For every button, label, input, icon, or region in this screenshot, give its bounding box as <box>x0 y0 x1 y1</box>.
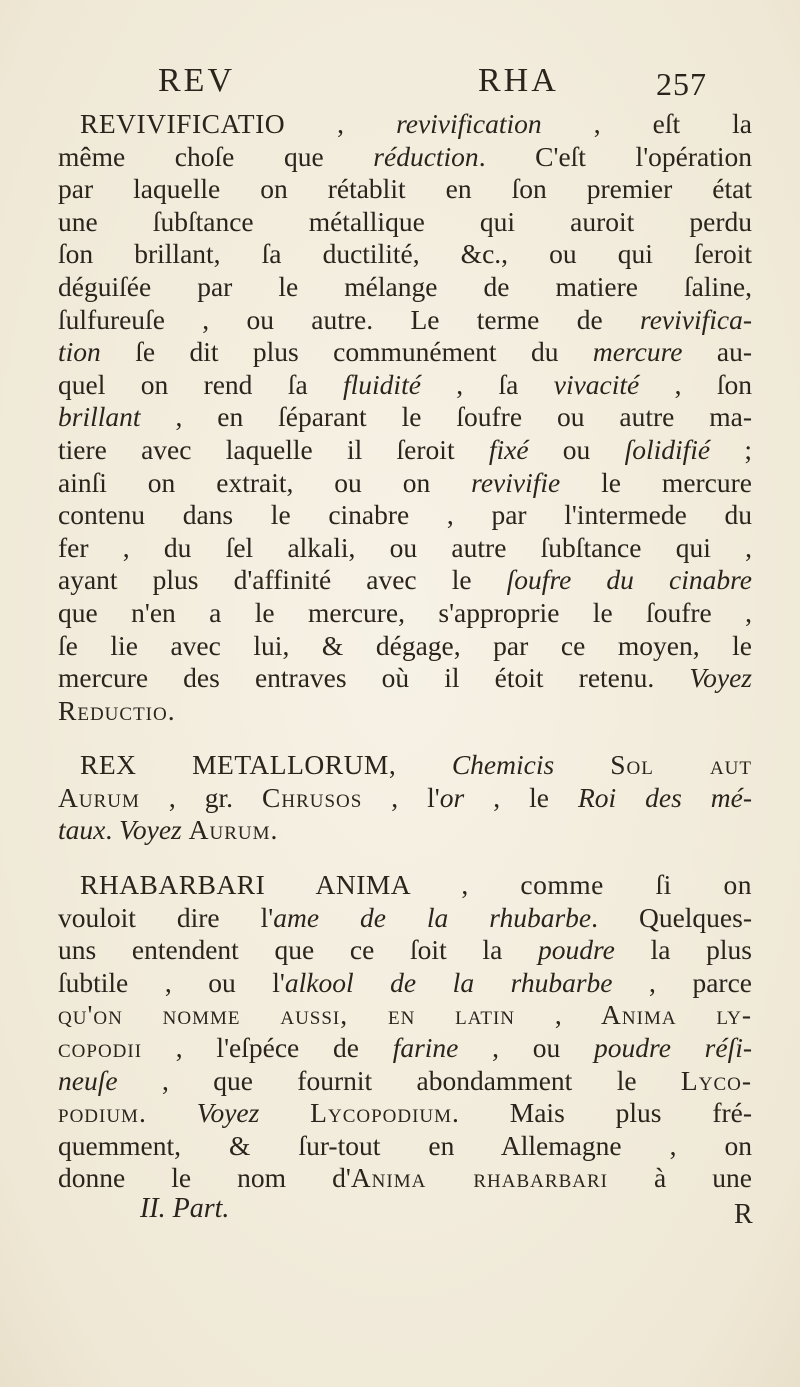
cross-reference: Voyez <box>689 662 752 694</box>
text-line: ſe lie avec lui, & dégage, par ce moyen, le <box>58 629 752 661</box>
volume-signature: II. Part. <box>140 1193 230 1224</box>
text-line: taux. Voyez Aurum. <box>58 814 278 846</box>
text-line: quemment, & ſur-tout en Allemagne , on <box>58 1129 752 1161</box>
text-line: brillant , en ſéparant le ſoufre ou autre ma- <box>58 401 752 433</box>
text-line: REVIVIFICATIO , revivification , eſt la <box>80 108 752 139</box>
text-line: contenu dans le cinabre , par l'intermede du <box>58 499 752 531</box>
cross-reference-target: Reductio. <box>58 694 176 726</box>
text-line: ayant plus d'affinité avec le ſoufre du cinabre <box>58 564 753 596</box>
entry-rhabarbari-anima <box>58 869 752 1195</box>
text-line: tiere avec laquelle il ſeroit fixé ou ſolidifié ; <box>58 433 753 465</box>
cross-reference-target: Aurum <box>188 814 271 846</box>
entry-revivificatio <box>58 108 752 727</box>
text-line: donne le nom d'Anima rhabarbari à une <box>58 1162 752 1194</box>
text-line: ſubtile , ou l'alkool de la rhubarbe , parce <box>58 966 752 998</box>
text-line: une ſubſtance métallique qui auroit perdu <box>58 205 752 237</box>
text-line: fer , du ſel alkali, ou autre ſubſtance qui , <box>58 531 752 563</box>
text-line: neuſe , que fournit abondamment le Lyco- <box>58 1064 752 1096</box>
text-line: déguiſée par le mélange de matiere ſaline, <box>58 270 752 302</box>
text-line: ainſi on extrait, ou on revivifie le mercure <box>58 466 752 498</box>
text-line: REX METALLORUM, Chemicis Sol aut <box>80 749 752 781</box>
text-line: Aurum , gr. Chrusos , l'or , le Roi des mé- <box>58 781 752 813</box>
text-line: par laquelle on rétablit en ſon premier état <box>58 173 752 205</box>
cross-reference-target: Lycopodium <box>310 1097 453 1129</box>
entry-rex-metallorum <box>58 749 752 847</box>
running-head-left: REV <box>158 62 235 99</box>
text-line: ſon brillant, ſa ductilité, &c., ou qui ſeroit <box>58 238 752 270</box>
entry-headword: REX METALLORUM, <box>80 749 452 781</box>
text-line: quel on rend ſa fluidité , ſa vivacité , ſon <box>58 368 752 400</box>
text-line: ſulfureuſe , ou autre. Le terme de revivifica- <box>58 303 752 335</box>
gathering-signature: R <box>734 1199 753 1230</box>
text-line: copodii , l'eſpéce de farine , ou poudre réſi- <box>58 1032 753 1064</box>
text-line: uns entendent que ce ſoit la poudre la plus <box>58 934 752 966</box>
text-line: vouloit dire l'ame de la rhubarbe. Quelques- <box>58 901 752 933</box>
entry-headword: RHABARBARI ANIMA , comme ſi on <box>80 869 752 901</box>
text-line: tion ſe dit plus communément du mercure au- <box>58 336 752 368</box>
running-head-center: RHA <box>478 62 559 99</box>
running-head <box>58 62 752 108</box>
text-line: podium. Voyez Lycopodium. Mais plus fré- <box>58 1097 753 1129</box>
page-number: 257 <box>656 66 707 102</box>
text-line: mercure des entraves où il étoit retenu. Voyez <box>58 662 752 694</box>
text-line: que n'en a le mercure, s'approprie le ſoufre , <box>58 596 752 628</box>
cross-reference: Voyez <box>119 814 182 846</box>
text-line: qu'on nomme auſſi, en latin , Anima ly- <box>58 999 752 1031</box>
text-line: même choſe que réduction. C'eſt l'opération <box>58 140 753 172</box>
entry-headword: REVIVIFICATIO <box>80 108 286 139</box>
cross-reference: Voyez <box>196 1097 260 1129</box>
page-footer <box>58 1193 752 1233</box>
